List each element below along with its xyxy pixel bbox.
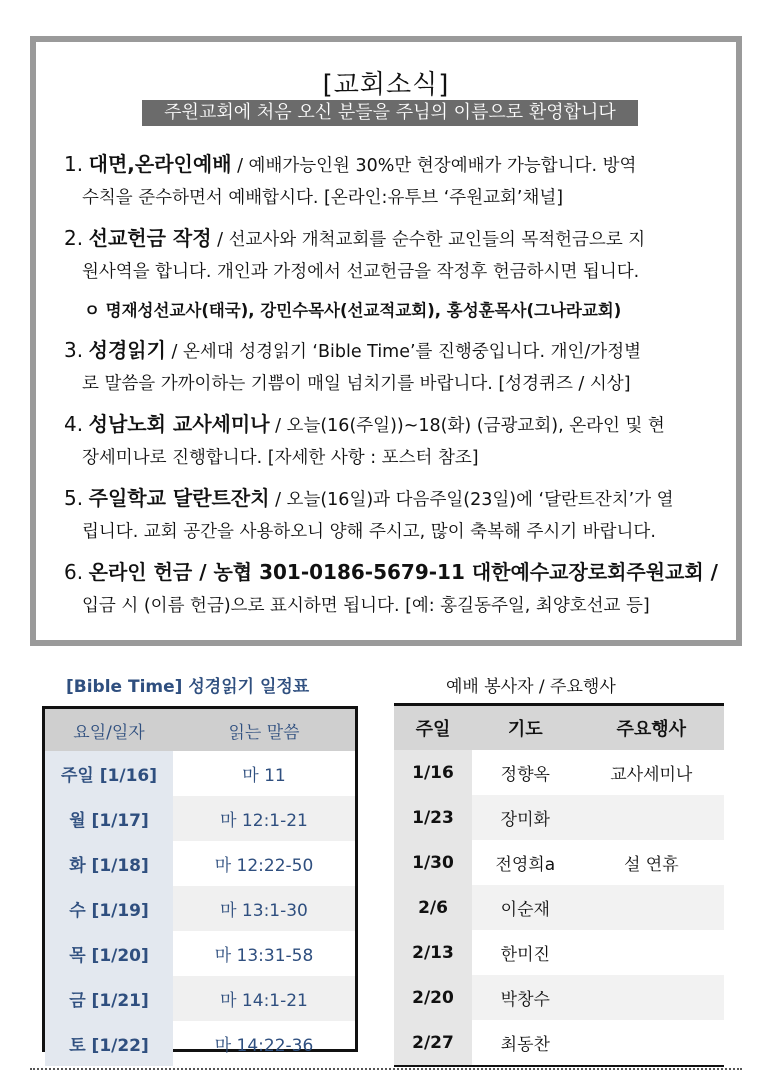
table-row — [45, 886, 355, 931]
news-subtitle: 주원교회에 처음 오신 분들을 주님의 이름으로 환영합니다 — [142, 100, 638, 126]
item-number: 4. — [64, 412, 84, 436]
table-row — [45, 1021, 355, 1066]
service-table — [394, 703, 724, 1067]
item-text-cont: 수칙을 준수하면서 예배합시다. [온라인:유투브 ‘주원교회’채널] — [82, 188, 564, 208]
day-cell: 토 [1/22] — [45, 1021, 173, 1066]
sunday-cell: 2/27 — [394, 1020, 472, 1065]
news-item-6 — [64, 556, 736, 622]
item-text-cont: 원사역을 합니다. 개인과 가정에서 선교헌금을 작정후 헌금하시면 됩니다. — [82, 262, 640, 282]
item-number: 3. — [64, 338, 84, 362]
schedule-title-rest: 성경읽기 일정표 — [182, 677, 310, 697]
item-text-cont: 장세미나로 진행합니다. [자세한 사항 : 포스터 참조] — [82, 448, 479, 468]
sunday-cell: 1/23 — [394, 795, 472, 840]
day-cell: 금 [1/21] — [45, 976, 173, 1021]
item-text: / 오늘(16일)과 다음주일(23일)에 ‘달란트잔치’가 열 — [269, 490, 674, 510]
news-title: [교회소식] — [322, 70, 450, 100]
bible-reading-table — [42, 706, 358, 1056]
table-row — [394, 840, 724, 885]
column-header-prayer: 기도 — [472, 705, 579, 751]
sunday-cell: 2/6 — [394, 885, 472, 930]
event-cell — [579, 930, 724, 975]
item-number: 2. — [64, 226, 84, 250]
item-heading: 성경읽기 — [88, 338, 166, 362]
item-heading: 성남노회 교사세미나 — [88, 412, 270, 436]
verse-cell: 마 14:1-21 — [173, 976, 355, 1021]
verse-cell: 마 13:1-30 — [173, 886, 355, 931]
news-item-4 — [64, 408, 736, 474]
prayer-cell: 한미진 — [500, 945, 550, 965]
table-row — [45, 976, 355, 1021]
item-text: / 선교사와 개척교회를 순수한 교인들의 목적헌금으로 지 — [211, 230, 646, 250]
column-header-verse: 읽는 말씀 — [173, 709, 355, 751]
sunday-cell: 1/30 — [394, 840, 472, 885]
sunday-cell: 1/16 — [394, 750, 472, 795]
table-row — [45, 931, 355, 976]
prayer-cell: 장미화 — [472, 795, 579, 840]
day-cell: 수 [1/19] — [45, 886, 173, 931]
news-items — [64, 148, 736, 630]
missionaries-line: ㅇ 명재성선교사(태국), 강민수목사(선교적교회), 홍성훈목사(그나라교회) — [84, 301, 622, 320]
item-number: 6. — [64, 560, 84, 584]
item-heading: 대면,온라인예배 — [88, 152, 232, 176]
column-header-sunday: 주일 — [394, 705, 472, 751]
event-cell — [579, 885, 724, 930]
day-cell: 월 [1/17] — [45, 796, 173, 841]
table-row — [394, 885, 724, 930]
table-row — [45, 796, 355, 841]
verse-cell: 마 12:1-21 — [173, 796, 355, 841]
table-row — [45, 841, 355, 886]
item-text-cont: 립니다. 교회 공간을 사용하오니 양해 주시고, 많이 축복해 주시기 바랍니다. — [82, 522, 656, 542]
church-news-box — [30, 36, 742, 646]
table-row — [394, 930, 724, 975]
event-cell — [579, 795, 724, 840]
item-text: / 온세대 성경읽기 ‘Bible Time’를 진행중입니다. 개인/가정별 — [165, 342, 641, 362]
sunday-cell: 2/20 — [394, 975, 472, 1020]
news-item-5 — [64, 482, 736, 548]
item-heading: 선교헌금 작정 — [88, 226, 212, 250]
table-row — [45, 751, 355, 796]
item-heading: 주일학교 달란트잔치 — [88, 486, 270, 510]
prayer-cell: 최동찬 — [500, 1035, 550, 1055]
verse-cell: 마 11 — [242, 766, 286, 786]
service-title: 예배 봉사자 / 주요행사 — [446, 677, 616, 697]
table-row — [394, 795, 724, 840]
day-cell: 주일 [1/16] — [45, 751, 173, 796]
column-header-event: 주요행사 — [579, 705, 724, 751]
verse-cell: 마 12:22-50 — [214, 856, 314, 876]
item-heading: 온라인 헌금 / 농협 301-0186-5679-11 대한예수교장로회주원교회 / — [88, 560, 718, 584]
schedule-title-bracket: [Bible Time] — [66, 677, 183, 697]
news-item-1 — [64, 148, 736, 214]
news-item-2 — [64, 222, 736, 288]
event-cell — [579, 1020, 724, 1065]
event-cell — [579, 975, 724, 1020]
event-cell: 설 연휴 — [623, 855, 679, 875]
day-cell: 화 [1/18] — [45, 841, 173, 886]
prayer-cell: 전영희a — [495, 855, 556, 875]
item-text: / 오늘(16(주일))~18(화) (금광교회), 온라인 및 현 — [269, 416, 665, 436]
prayer-cell: 정향옥 — [500, 765, 550, 785]
sunday-cell: 2/13 — [394, 930, 472, 975]
verse-cell: 마 14:22-36 — [214, 1036, 314, 1056]
verse-cell: 마 13:31-58 — [214, 946, 314, 966]
bottom-divider — [30, 1068, 742, 1070]
item-text-cont: 로 말씀을 가까이하는 기쁨이 매일 넘치기를 바랍니다. [성경퀴즈 / 시상] — [82, 374, 631, 394]
news-item-3 — [64, 334, 736, 400]
column-header-day: 요일/일자 — [45, 709, 173, 751]
prayer-cell: 이순재 — [472, 885, 579, 930]
item-text-cont: 입금 시 (이름 헌금)으로 표시하면 됩니다. [예: 홍길동주일, 최양호선교 등] — [82, 596, 650, 616]
table-row — [394, 1020, 724, 1065]
table-row — [394, 975, 724, 1020]
event-cell: 교사세미나 — [610, 765, 693, 785]
item-text: / 예배가능인원 30%만 현장예배가 가능합니다. 방역 — [231, 156, 637, 176]
item-number: 1. — [64, 152, 84, 176]
item-number: 5. — [64, 486, 84, 510]
schedule-title — [66, 672, 309, 697]
prayer-cell: 박창수 — [472, 975, 579, 1020]
table-row — [394, 750, 724, 795]
day-cell: 목 [1/20] — [45, 931, 173, 976]
